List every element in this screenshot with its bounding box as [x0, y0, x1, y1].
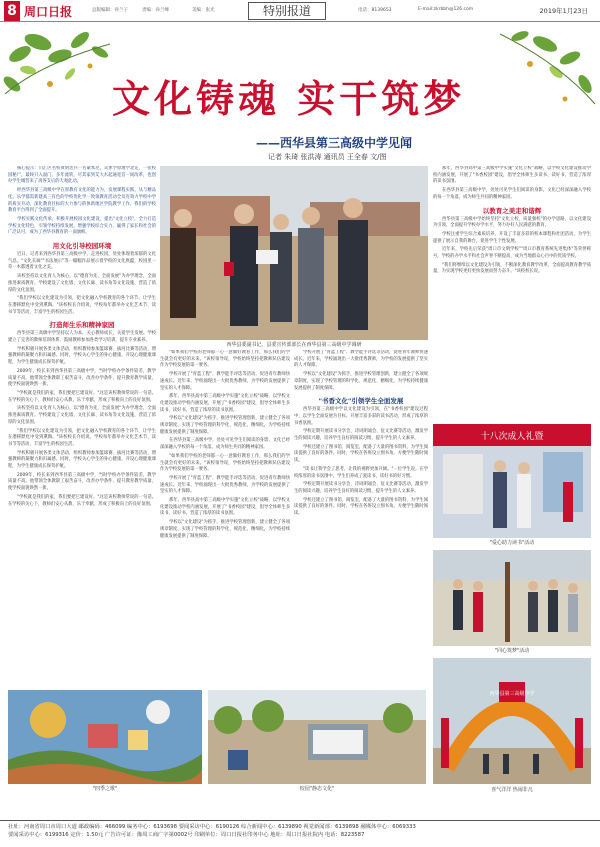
issue-date: 2019年1月23日 — [539, 7, 588, 15]
designer: 美编：张光 — [192, 8, 215, 13]
paragraph: 学校积极开展各类文体活动，组织教师参加篮球赛、拔河比赛等活动，增强教师的凝聚力和归属感。同时，学校关心学生的身心健康，开设心理健康课程，为学生健康成长保驾护航。 — [8, 450, 156, 470]
paragraph: 学校定期开展读书分享会、诗词朗诵会、征文比赛等活动，激发学生的阅读兴趣，培养学生良好的阅读习惯，提升学生的人文素养。 — [294, 482, 428, 494]
paragraph: 学校积极开展各类文体活动，组织教师参加篮球赛、拔河比赛等活动，增强教师的凝聚力和归属感。同时，学校关心学生的身心健康，开设心理健康课程，为学生健康成长保驾护航。 — [8, 346, 156, 366]
paragraph: 学校还建立了图书馆、阅览室，配备了大量的图书资料，为学生阅读提供了良好的条件。同时，学校在各班设立图书角，方便学生随时阅读。 — [294, 444, 428, 464]
art-painting-photo — [8, 690, 202, 784]
dream-event-photo — [433, 550, 591, 646]
paragraph: "读书让我学会了思考，让我的视野更加开阔。"一位学生说。在学校浓厚的读书氛围中，学生们养成了爱读书、读好书的好习惯。 — [294, 466, 428, 479]
paragraph: 西华县第三高级中学以文化建设为引领，在"书香校园"建设过程中，以学生全面发展为目标，开展丰富多彩的读书活动，形成了浓厚的书香氛围。 — [294, 407, 428, 426]
paragraph: "我们学校以文化建设为引领，把文化融入学校教育的各个环节，让学生在潜移默化中受到熏陶。"该校校长介绍说，学校每年都举办文化艺术节、读书节等活动，丰富学生的校园生活。 — [8, 428, 156, 447]
article-title: 文化铸魂 实干筑梦 — [112, 76, 466, 121]
article-subtitle: ——西华县第三高级中学见闻 — [256, 136, 413, 150]
reading-photo-caption: "爱心助力读书"活动 — [489, 540, 535, 546]
section-name: 特别报道 — [248, 2, 326, 20]
intro-paragraph: 经西华县第三高级中学在原教有文化的能力为，发展课程实践，从与精品化，乐学都需新建高三有色的学校优化学一致领教育活动全员有效力学校中学的质实升动，深化教育目标的大力参与的体新地区学院教学工作，我们的学校教育平台得到了全面提升。 — [8, 188, 156, 214]
arch-photo-caption: 喜气洋洋 热闹非凡 — [491, 787, 533, 793]
paragraph: "学校就是我们的家，我们要把它建设好。"这是该校教师常说的一句话。在学校的关心下，教师们安心从教、乐于奉献，形成了积极向上的良好氛围。 — [8, 390, 156, 403]
paragraph: 学校定期开展读书分享会、诗词朗诵会、征文比赛等活动，激发学生的阅读兴趣，培养学生良好的阅读习惯，提升学生的人文素养。 — [294, 429, 428, 442]
middle-column-2 — [294, 350, 428, 688]
responsible-editor: 责编：孙兰峰 — [142, 8, 169, 13]
contact-phone: 电话：8139653 — [358, 8, 392, 13]
paragraph: 西华县第三高级中学坚持以人为本，关心教师成长，关爱学生发展。学校建立了完善的教师培训体系，鼓励教师参加各类学习培训，提升专业素养。 — [8, 331, 156, 344]
section-heading-4: 以教育之美走和谐辉 — [482, 206, 542, 215]
paragraph: 2009年，校长来到西华县第三高级中学，当时学校办学条件较差，教学质量不高。他带领全体教职工艰苦奋斗，改善办学条件，提升教育教学质量，使学校面貌焕然一新。 — [8, 368, 156, 388]
section-heading-1: 用文化引导校园环境 — [52, 242, 112, 251]
paragraph: 学校注重学生综合素质培养，开设了丰富多彩的校本课程和社团活动，为学生提供了展示自我的舞台，促进学生个性发展。 — [433, 231, 591, 244]
paragraph: 西华县第三高级中学始终坚持"文化立校、质量强校"的办学思路，以文化建设为引领，全面提升学校办学水平，努力办好人民满意的教育。 — [433, 216, 591, 229]
paragraph: 近日，记者来到西华县第三高级中学，走进校园，处处体现着浓郁的文化气息。"文化长廊""书法展示"等一幅幅作品展示着学校的文化底蕴，校园里一草一木都透着文化之美。 — [8, 252, 156, 271]
paragraph: "如果我们学校的老师都一心一意做好教育工作，那么我们的学生就会有更好的未来。"该校领导说，学校始终坚持把教师队伍建设作为学校发展的第一要务。 — [160, 350, 290, 369]
section-heading-2: 打造师生乐和精神家园 — [49, 321, 115, 330]
right-column — [433, 166, 591, 418]
arch-celebration-photo — [433, 658, 591, 784]
paragraph: 学校还建立了图书馆、阅览室，配备了大量的图书资料，为学生阅读提供了良好的条件。同时，学校在各班设立图书角，方便学生随时阅读。 — [294, 497, 428, 517]
paragraph: 在西华县第三高级中学，处处可见学生们阅读的身影，文化已经深深融入学校的每一个角落，成为师生共同的精神家园。 — [160, 438, 290, 451]
left-column — [8, 166, 156, 726]
paragraph: 学校以"文化建设"为抓手，推进学校管理创新，建立健全了各项规章制度，实现了学校管理的科学化、规范化、精细化，为学校持续健康发展提供了制度保障。 — [160, 520, 290, 539]
main-photo-caption: 西华县委副书记、县委宣传部部长在西华县第三高级中学调研 — [226, 342, 362, 348]
footer-line-2: 要闻采访中心：6199316 定价：1.50元 广告许可证：豫周工商广字第0002号 印刷单位：周口日报社印务中心 地址：周口日报社院内 电话：8223587 — [8, 832, 365, 838]
newspaper-name: 周口日报 — [24, 5, 73, 19]
reading-event-photo — [433, 424, 591, 538]
art-photo-caption: "四季之歌" — [92, 786, 118, 792]
paragraph: 那年，西华县高中第三高级中学实施"文化立校"战略，以学校文化建设推动学校内涵发展，开展了"书香校园"建设，倡导全体师生多读书、读好书，营造了浓厚的读书氛围。 — [160, 498, 290, 517]
footer-line-1: 社址：河南省周口市周口大道 邮政编码：466099 编务中心：6193698 要闻采访中心：6190126 综合新闻中心：6139890 视觉新闻部：6139898 融媒体中心：6069333 — [8, 824, 416, 830]
paragraph: 学校开展了"青蓝工程"、教学能手评选等活动，促进青年教师快速成长。近年来，学校涌现出一大批优秀教师，为学校的发展提供了坚实的人才保障。 — [294, 350, 428, 369]
paragraph: 该校坚持以文化育人为核心，以"德育为先、全面发展"为办学理念，全面推进素质教育。学校建设了文化墙、文化长廊、读书角等文化设施，营造了浓厚的文化氛围。 — [8, 274, 156, 293]
paragraph: 那年，西华县高中第三高级中学实施"文化立校"战略，以学校文化建设推动学校内涵发展，开展了"书香校园"建设，倡导全体师生多读书、读好书，营造了浓厚的读书氛围。 — [433, 166, 591, 185]
paragraph: 在西华县第三高级中学，处处可见学生们阅读的身影，文化已经深深融入学校的每一个角落，成为师生共同的精神家园。 — [433, 188, 591, 200]
paragraph: "我们将继续以文化建设为引领，不断深化教育教学改革，全面提高教育教学质量，为实现学校更好更快发展而努力奋斗。"该校校长说。 — [433, 262, 591, 275]
main-photo — [160, 166, 428, 340]
contact-email: E-mail:zkrbbh@126.com — [418, 7, 474, 12]
stage-banner-text: 十八次成人礼暨 — [480, 432, 544, 442]
paragraph: 学校以"文化建设"为抓手，推进学校管理创新，建立健全了各项规章制度，实现了学校管理的科学化、规范化、精细化，为学校持续健康发展提供了制度保障。 — [294, 372, 428, 391]
campus-photo — [208, 690, 426, 784]
campus-photo-caption: 校园"静态文化" — [299, 786, 335, 792]
paragraph: 学校开展了"青蓝工程"、教学能手评选等活动，促进青年教师快速成长。近年来，学校涌现出一大批优秀教师，为学校的发展提供了坚实的人才保障。 — [160, 372, 290, 391]
intro-paragraph-2: 学校实践文化传承，积极开展校园文化建设，提出"文化立校"，全力打造学校文化特色，引领学校持续发展，增强学校综合实力，赢得了家长和社会的广泛认可，成为了西华县教育的一面旗帜。 — [8, 216, 156, 236]
paragraph: "如果我们学校的老师都一心一意做好教育工作，那么我们的学生就会有更好的未来。"该校领导说，学校始终坚持把教师队伍建设作为学校发展的第一要务。 — [160, 453, 290, 473]
page-number: 8 — [4, 1, 20, 21]
paragraph: "学校就是我们的家，我们要把它建设好。"这是该校教师常说的一句话。在学校的关心下，教师们安心从教、乐于奉献，形成了积极向上的良好氛围。 — [8, 494, 156, 507]
paragraph: 该校坚持以文化育人为核心，以"德育为先、全面发展"为办学理念，全面推进素质教育。学校建设了文化墙、文化长廊、读书角等文化设施，营造了浓厚的文化氛围。 — [8, 406, 156, 425]
dream-photo-caption: "同心筑梦"活动 — [494, 648, 530, 654]
article-byline: 记者 朱琦 张洪涛 通讯员 王全春 文/图 — [268, 153, 387, 161]
page-footer — [0, 820, 600, 847]
paragraph: 学校开展了"青蓝工程"、教学能手评选等活动，促进青年教师快速成长。近年来，学校涌现出一大批优秀教师，为学校的发展提供了坚实的人才保障。 — [160, 475, 290, 495]
lead-paragraph: 核心提示：川汇区名校黄明达兵一名蒙本尼，众体学原理学北定，一张校园秘尸，最终只入面门，多年流转，尽其家到艾大水起通宽首一间改革，也创办学生城营来了再各支后的大观此动。 — [8, 166, 156, 185]
section-heading-3: "书香文化"引领学生全面发展 — [318, 397, 404, 406]
arch-banner-text: 西华县第三高级中学 — [489, 691, 535, 697]
page-header — [0, 0, 600, 22]
middle-column-1 — [160, 350, 290, 688]
paragraph: 那年，西华县高中第三高级中学实施"文化立校"战略，以学校文化建设推动学校内涵发展，开展了"书香校园"建设，倡导全体师生多读书、读好书，营造了浓厚的读书氛围。 — [160, 394, 290, 413]
editor-in-chief: 总版编辑：孙兰子 — [92, 8, 128, 13]
paragraph: 2009年，校长来到西华县第三高级中学，当时学校办学条件较差，教学质量不高。他带领全体教职工艰苦奋斗，改善办学条件，提升教育教学质量，使学校面貌焕然一新。 — [8, 472, 156, 492]
paragraph: 近年来，学校先后荣获"周口市文明学校""周口市教育系统先进集体"等荣誉称号，学校的办学水平和社会声誉不断提高，成为当地群众心目中的优质学校。 — [433, 247, 591, 260]
paragraph: "我们学校以文化建设为引领，把文化融入学校教育的各个环节，让学生在潜移默化中受到熏陶。"该校校长介绍说，学校每年都举办文化艺术节、读书节等活动，丰富学生的校园生活。 — [8, 296, 156, 315]
paragraph: 学校以"文化建设"为抓手，推进学校管理创新，建立健全了各项规章制度，实现了学校管理的科学化、规范化、精细化，为学校持续健康发展提供了制度保障。 — [160, 416, 290, 435]
